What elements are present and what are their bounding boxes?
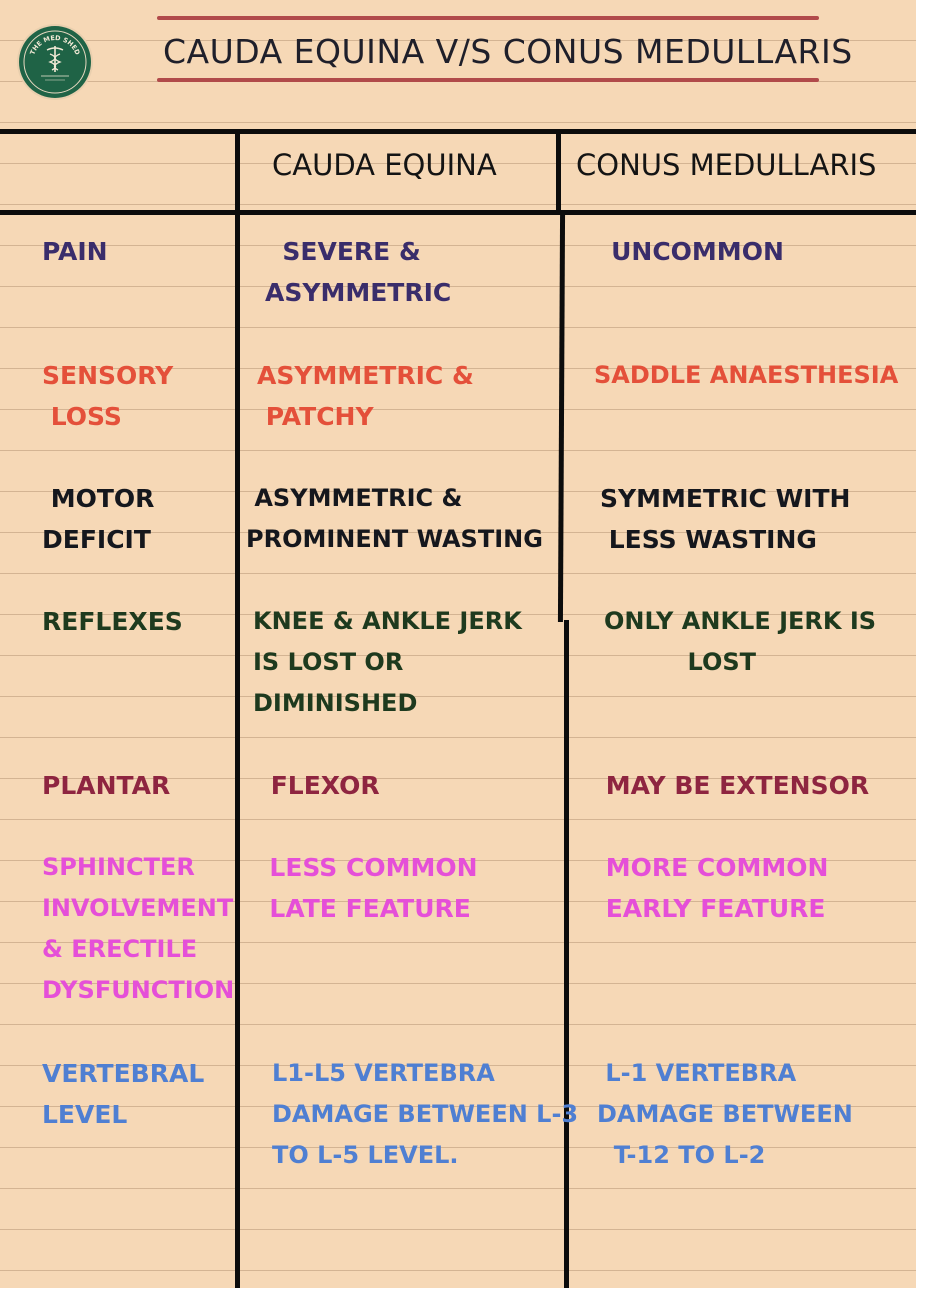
header-bottom-rule	[0, 210, 916, 215]
row-motor-cauda: ASYMMETRIC & PROMINENT WASTING	[246, 484, 543, 553]
column-header-conus-medullaris: CONUS MEDULLARIS	[576, 148, 877, 182]
column-divider-2-lower	[558, 212, 565, 622]
row-reflexes-conus: ONLY ANKLE JERK IS LOST	[604, 607, 877, 676]
row-sensory-cauda: ASYMMETRIC & PATCHY	[257, 361, 474, 431]
row-motor-feature: MOTOR DEFICIT	[42, 484, 155, 554]
page-title: CAUDA EQUINA V/S CONUS MEDULLARIS	[163, 32, 853, 71]
row-sphincter-cauda: LESS COMMON LATE FEATURE	[269, 853, 478, 923]
row-pain-conus: UNCOMMON	[585, 237, 784, 266]
row-reflexes-feature: REFLEXES	[42, 607, 183, 636]
caduceus-icon	[19, 26, 91, 98]
row-sphincter-conus: MORE COMMON EARLY FEATURE	[605, 853, 829, 923]
row-motor-conus: SYMMETRIC WITH LESS WASTING	[600, 484, 851, 554]
row-plantar-cauda: FLEXOR	[262, 771, 380, 800]
column-header-cauda-equina: CAUDA EQUINA	[272, 148, 497, 182]
row-sensory-conus: SADDLE ANAESTHESIA	[594, 361, 899, 389]
table-top-rule	[0, 129, 916, 134]
title-bottom-rule	[157, 78, 819, 82]
med-shed-logo	[19, 26, 91, 98]
svg-text:THE MED SHED: THE MED SHED	[28, 33, 82, 57]
row-pain-cauda: SEVERE & ASYMMETRIC	[265, 237, 452, 307]
title-top-rule	[157, 16, 819, 20]
row-vertebral-conus: L-1 VERTEBRA DAMAGE BETWEEN T-12 TO L-2	[597, 1059, 853, 1169]
row-sensory-feature: SENSORY LOSS	[42, 361, 174, 431]
column-divider-2-bottom	[564, 620, 569, 1288]
column-divider-2	[556, 131, 561, 211]
column-divider-1	[235, 131, 240, 1288]
row-sphincter-feature: SPHINCTER INVOLVEMENT & ERECTILE DYSFUNCTION	[42, 853, 235, 1004]
row-vertebral-cauda: L1-L5 VERTEBRA DAMAGE BETWEEN L-3 TO L-5 LEVEL.	[272, 1059, 579, 1169]
row-reflexes-cauda: KNEE & ANKLE JERK IS LOST OR DIMINISHED	[253, 607, 522, 717]
row-plantar-feature: PLANTAR	[42, 771, 171, 800]
row-plantar-conus: MAY BE EXTENSOR	[597, 771, 870, 800]
row-pain-feature: PAIN	[42, 237, 108, 266]
row-vertebral-feature: VERTEBRAL LEVEL	[42, 1059, 205, 1129]
